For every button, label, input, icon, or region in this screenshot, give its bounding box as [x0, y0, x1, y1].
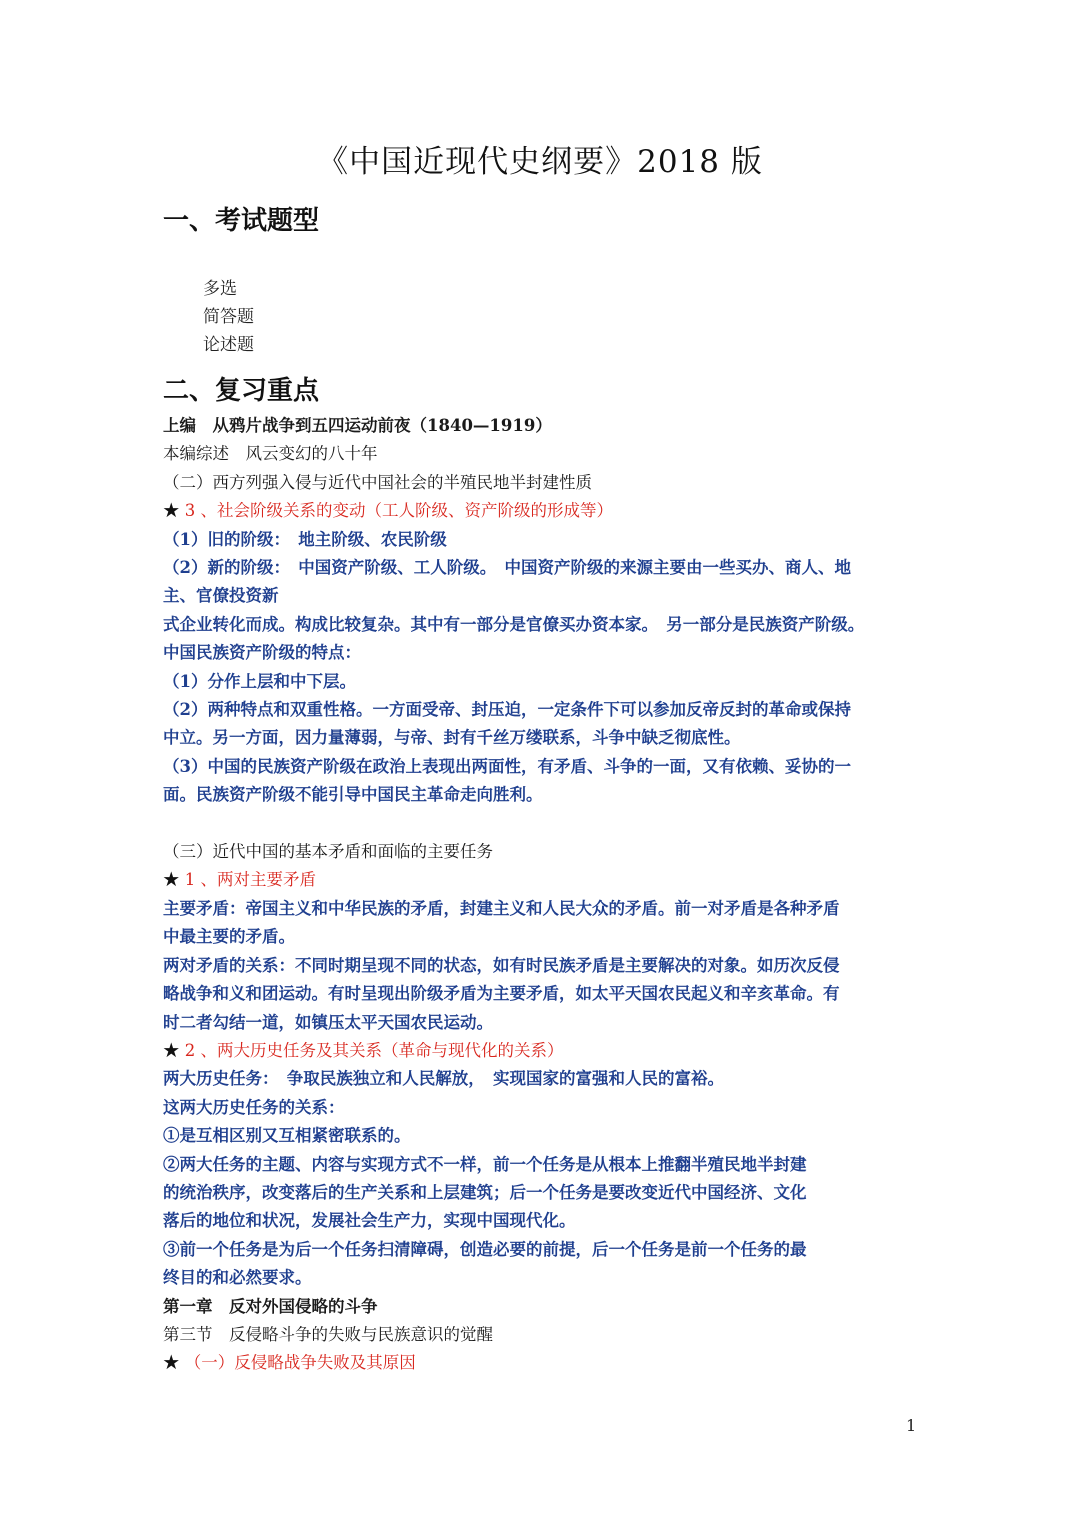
- body-line: （3）中国的民族资产阶级在政治上表现出两面性，有矛盾、斗争的一面，又有依赖、妥协的一: [163, 756, 851, 776]
- star-icon: ★: [163, 501, 180, 521]
- star-icon: ★: [163, 1353, 180, 1373]
- section-heading-exam-types: 一、考试题型: [163, 206, 320, 236]
- star-icon: ★: [163, 870, 180, 890]
- document-title: 《中国近现代史纲要》2018 版: [317, 144, 763, 180]
- key-point-heading: [163, 497, 918, 525]
- body-line: 中立。另一方面，因力量薄弱，与帝、封有千丝万缕联系，斗争中缺乏彻底性。: [163, 728, 741, 748]
- key-point-label: （一）反侵略战争失败及其原因: [179, 1353, 416, 1373]
- body-line: 终目的和必然要求。: [163, 1268, 312, 1288]
- star-icon: ★: [163, 1040, 180, 1060]
- question-type-item: 论述题: [203, 335, 254, 355]
- key-point-heading: [163, 1349, 918, 1377]
- overview-heading: 本编综述 风云变幻的八十年: [163, 444, 378, 464]
- key-point-heading: [163, 1037, 918, 1065]
- body-line: 时二者勾结一道，如镇压太平天国农民运动。: [163, 1012, 493, 1032]
- body-line: ②两大任务的主题、内容与实现方式不一样，前一个任务是从根本上推翻半殖民地半封建: [163, 1154, 807, 1174]
- key-point-heading: [163, 866, 918, 894]
- body-line: （1）旧的阶级： 地主阶级、农民阶级: [163, 529, 447, 549]
- body-line: （1）分作上层和中下层。: [163, 671, 356, 691]
- body-line: ①是互相区别又互相紧密联系的。: [163, 1126, 411, 1146]
- key-point-label: 2 、两大历史任务及其关系（革命与现代化的关系）: [179, 1040, 564, 1060]
- question-type-item: 多选: [203, 279, 237, 299]
- body-line: 两大历史任务： 争取民族独立和人民解放， 实现国家的富强和人民的富裕。: [163, 1069, 724, 1089]
- body-line: 中国民族资产阶级的特点：: [163, 643, 361, 663]
- part-heading: 上编 从鸦片战争到五四运动前夜（1840—1919）: [163, 416, 552, 435]
- chapter-heading: 第一章 反对外国侵略的斗争: [163, 1296, 378, 1316]
- body-line: 落后的地位和状况，发展社会生产力，实现中国现代化。: [163, 1211, 576, 1231]
- subsection-heading: （二）西方列强入侵与近代中国社会的半殖民地半封建性质: [163, 472, 592, 492]
- spacer: [163, 810, 918, 838]
- subsection-heading: （三）近代中国的基本矛盾和面临的主要任务: [163, 842, 493, 862]
- body-line: （2）新的阶级： 中国资产阶级、工人阶级。 中国资产阶级的来源主要由一些买办、商人、地: [163, 558, 851, 578]
- question-type-item: 简答题: [203, 307, 254, 327]
- body-line: （2）两种特点和双重性格。一方面受帝、封压迫，一定条件下可以参加反帝反封的革命或保持: [163, 700, 851, 720]
- review-content: [163, 412, 918, 1378]
- body-line: 略战争和义和团运动。有时呈现出阶级矛盾为主要矛盾，如太平天国农民起义和辛亥革命。有: [163, 984, 840, 1004]
- page-number: 1: [906, 1416, 917, 1435]
- body-line: 主、官僚投资新: [163, 586, 279, 606]
- section-heading-review-points: 二、复习重点: [163, 376, 320, 406]
- body-line: 这两大历史任务的关系：: [163, 1097, 345, 1117]
- body-line: 式企业转化而成。构成比较复杂。其中有一部分是官僚买办资本家。 另一部分是民族资产阶级。: [163, 614, 865, 634]
- key-point-label: 1 、两对主要矛盾: [179, 870, 316, 890]
- body-line: 面。民族资产阶级不能引导中国民主革命走向胜利。: [163, 785, 543, 805]
- section-title: 第三节 反侵略斗争的失败与民族意识的觉醒: [163, 1324, 493, 1344]
- key-point-label: 3 、社会阶级关系的变动（工人阶级、资产阶级的形成等）: [179, 501, 613, 521]
- body-line: 中最主要的矛盾。: [163, 927, 295, 947]
- body-line: ③前一个任务是为后一个任务扫清障碍，创造必要的前提，后一个任务是前一个任务的最: [163, 1239, 807, 1259]
- body-line: 两对矛盾的关系：不同时期呈现不同的状态，如有时民族矛盾是主要解决的对象。如历次反侵: [163, 955, 840, 975]
- body-line: 的统治秩序，改变落后的生产关系和上层建筑；后一个任务是要改变近代中国经济、文化: [163, 1182, 807, 1202]
- body-line: 主要矛盾：帝国主义和中华民族的矛盾，封建主义和人民大众的矛盾。前一对矛盾是各种矛盾: [163, 898, 840, 918]
